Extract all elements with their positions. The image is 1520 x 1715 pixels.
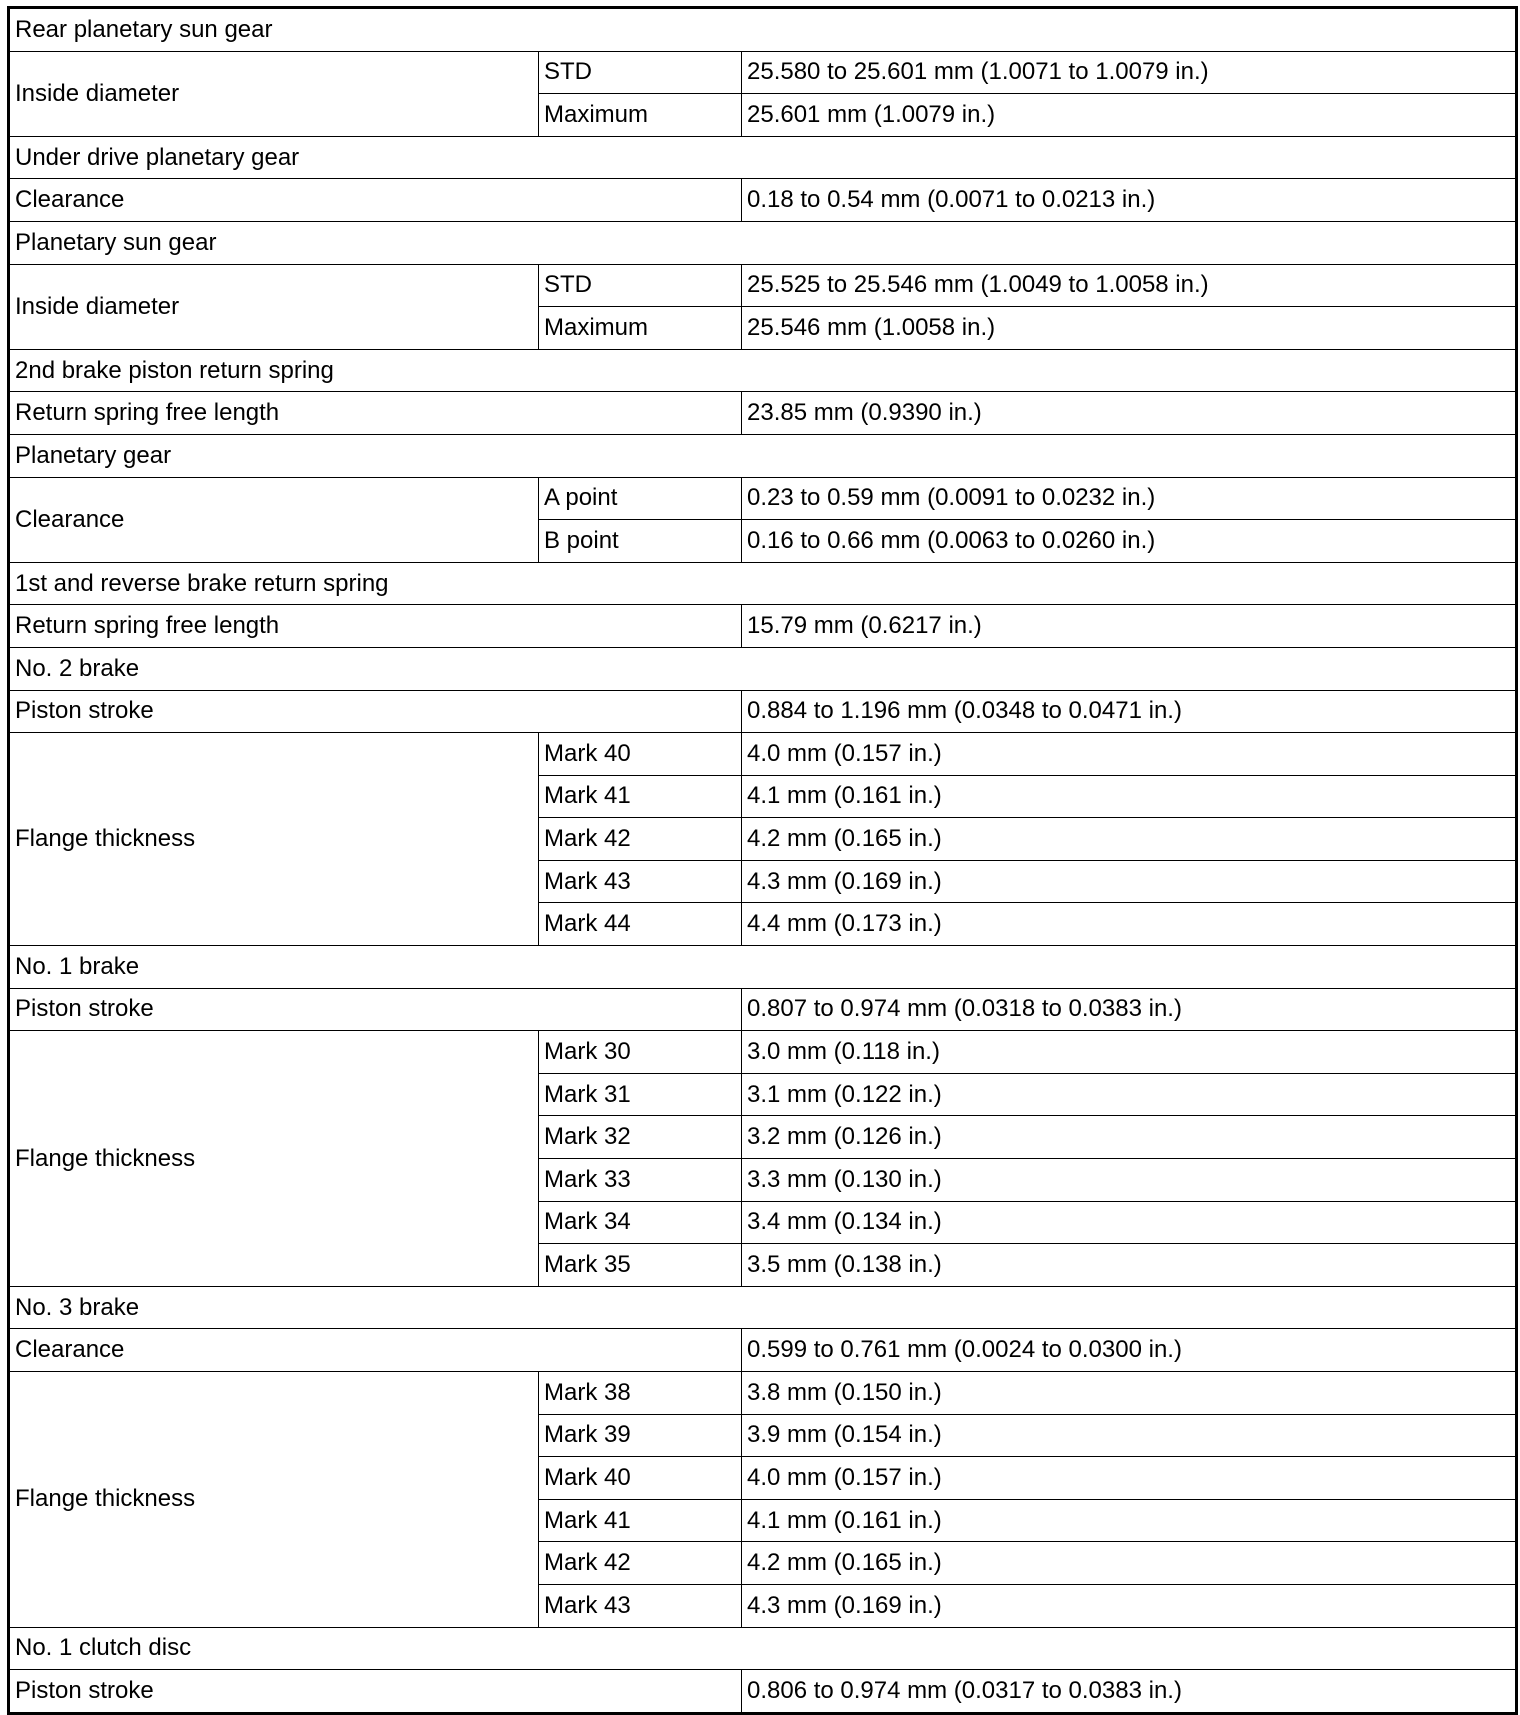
spec-value: 25.525 to 25.546 mm (1.0049 to 1.0058 in.) [742, 264, 1517, 307]
spec-sublabel: Mark 30 [539, 1031, 742, 1074]
spec-row [9, 51, 1517, 94]
spec-sublabel: Mark 44 [539, 903, 742, 946]
spec-sublabel: Maximum [539, 307, 742, 350]
spec-sublabel: Mark 35 [539, 1244, 742, 1287]
spec-sublabel: A point [539, 477, 742, 520]
spec-label: Piston stroke [9, 690, 742, 733]
spec-value: 25.546 mm (1.0058 in.) [742, 307, 1517, 350]
spec-value: 23.85 mm (0.9390 in.) [742, 392, 1517, 435]
spec-sublabel: Mark 39 [539, 1414, 742, 1457]
spec-label: Clearance [9, 179, 742, 222]
spec-sublabel: Mark 42 [539, 818, 742, 861]
spec-row [9, 392, 1517, 435]
section-title: Under drive planetary gear [9, 136, 1517, 179]
spec-value: 3.1 mm (0.122 in.) [742, 1073, 1517, 1116]
spec-row [9, 1372, 1517, 1415]
section-header-row [9, 946, 1517, 989]
spec-row [9, 179, 1517, 222]
spec-sublabel: Mark 34 [539, 1201, 742, 1244]
section-title: No. 1 clutch disc [9, 1627, 1517, 1670]
spec-value: 0.807 to 0.974 mm (0.0318 to 0.0383 in.) [742, 988, 1517, 1031]
spec-value: 0.16 to 0.66 mm (0.0063 to 0.0260 in.) [742, 520, 1517, 563]
spec-row [9, 988, 1517, 1031]
spec-sublabel: Mark 38 [539, 1372, 742, 1415]
spec-value: 0.599 to 0.761 mm (0.0024 to 0.0300 in.) [742, 1329, 1517, 1372]
spec-row [9, 1031, 1517, 1074]
spec-sublabel: B point [539, 520, 742, 563]
spec-sublabel: Mark 41 [539, 1499, 742, 1542]
section-title: Planetary sun gear [9, 221, 1517, 264]
section-header-row [9, 647, 1517, 690]
spec-value: 0.884 to 1.196 mm (0.0348 to 0.0471 in.) [742, 690, 1517, 733]
spec-value: 25.580 to 25.601 mm (1.0071 to 1.0079 in.) [742, 51, 1517, 94]
section-title: No. 3 brake [9, 1286, 1517, 1329]
spec-row [9, 477, 1517, 520]
section-header-row [9, 562, 1517, 605]
spec-row [9, 690, 1517, 733]
spec-sublabel: Mark 32 [539, 1116, 742, 1159]
section-header-row [9, 1627, 1517, 1670]
spec-sublabel: Mark 33 [539, 1159, 742, 1202]
spec-row [9, 733, 1517, 776]
section-title: Planetary gear [9, 434, 1517, 477]
spec-value: 0.23 to 0.59 mm (0.0091 to 0.0232 in.) [742, 477, 1517, 520]
spec-value: 15.79 mm (0.6217 in.) [742, 605, 1517, 648]
spec-label: Return spring free length [9, 392, 742, 435]
spec-sublabel: Mark 31 [539, 1073, 742, 1116]
section-header-row [9, 136, 1517, 179]
spec-value: 4.1 mm (0.161 in.) [742, 775, 1517, 818]
spec-label: Inside diameter [9, 264, 539, 349]
spec-sublabel: Mark 43 [539, 1584, 742, 1627]
spec-value: 4.0 mm (0.157 in.) [742, 733, 1517, 776]
spec-value: 3.5 mm (0.138 in.) [742, 1244, 1517, 1287]
spec-value: 3.8 mm (0.150 in.) [742, 1372, 1517, 1415]
spec-value: 3.0 mm (0.118 in.) [742, 1031, 1517, 1074]
section-header-row [9, 8, 1517, 52]
spec-label: Inside diameter [9, 51, 539, 136]
spec-sublabel: STD [539, 264, 742, 307]
section-header-row [9, 434, 1517, 477]
section-header-row [9, 1286, 1517, 1329]
spec-sublabel: Mark 40 [539, 733, 742, 776]
spec-sublabel: Mark 40 [539, 1457, 742, 1500]
spec-label: Piston stroke [9, 1670, 742, 1714]
spec-row [9, 1670, 1517, 1714]
spec-value: 4.2 mm (0.165 in.) [742, 1542, 1517, 1585]
spec-row [9, 605, 1517, 648]
spec-value: 3.2 mm (0.126 in.) [742, 1116, 1517, 1159]
spec-row [9, 1329, 1517, 1372]
spec-label: Flange thickness [9, 733, 539, 946]
section-header-row [9, 221, 1517, 264]
spec-sublabel: Maximum [539, 94, 742, 137]
spec-label: Clearance [9, 1329, 742, 1372]
spec-value: 3.9 mm (0.154 in.) [742, 1414, 1517, 1457]
specification-table [7, 6, 1518, 1715]
spec-sublabel: Mark 41 [539, 775, 742, 818]
spec-value: 4.0 mm (0.157 in.) [742, 1457, 1517, 1500]
spec-sublabel: Mark 43 [539, 860, 742, 903]
spec-value: 3.3 mm (0.130 in.) [742, 1159, 1517, 1202]
spec-label: Clearance [9, 477, 539, 562]
spec-label: Flange thickness [9, 1031, 539, 1287]
spec-value: 0.18 to 0.54 mm (0.0071 to 0.0213 in.) [742, 179, 1517, 222]
spec-value: 4.4 mm (0.173 in.) [742, 903, 1517, 946]
section-header-row [9, 349, 1517, 392]
section-title: 1st and reverse brake return spring [9, 562, 1517, 605]
spec-sublabel: STD [539, 51, 742, 94]
spec-label: Piston stroke [9, 988, 742, 1031]
section-title: No. 1 brake [9, 946, 1517, 989]
spec-value: 4.3 mm (0.169 in.) [742, 860, 1517, 903]
spec-value: 0.806 to 0.974 mm (0.0317 to 0.0383 in.) [742, 1670, 1517, 1714]
spec-sublabel: Mark 42 [539, 1542, 742, 1585]
spec-value: 4.1 mm (0.161 in.) [742, 1499, 1517, 1542]
section-title: 2nd brake piston return spring [9, 349, 1517, 392]
spec-value: 25.601 mm (1.0079 in.) [742, 94, 1517, 137]
section-title: Rear planetary sun gear [9, 8, 1517, 52]
specification-table-body [9, 8, 1517, 1714]
spec-label: Return spring free length [9, 605, 742, 648]
spec-row [9, 264, 1517, 307]
spec-value: 4.3 mm (0.169 in.) [742, 1584, 1517, 1627]
spec-value: 4.2 mm (0.165 in.) [742, 818, 1517, 861]
section-title: No. 2 brake [9, 647, 1517, 690]
spec-value: 3.4 mm (0.134 in.) [742, 1201, 1517, 1244]
spec-label: Flange thickness [9, 1372, 539, 1628]
